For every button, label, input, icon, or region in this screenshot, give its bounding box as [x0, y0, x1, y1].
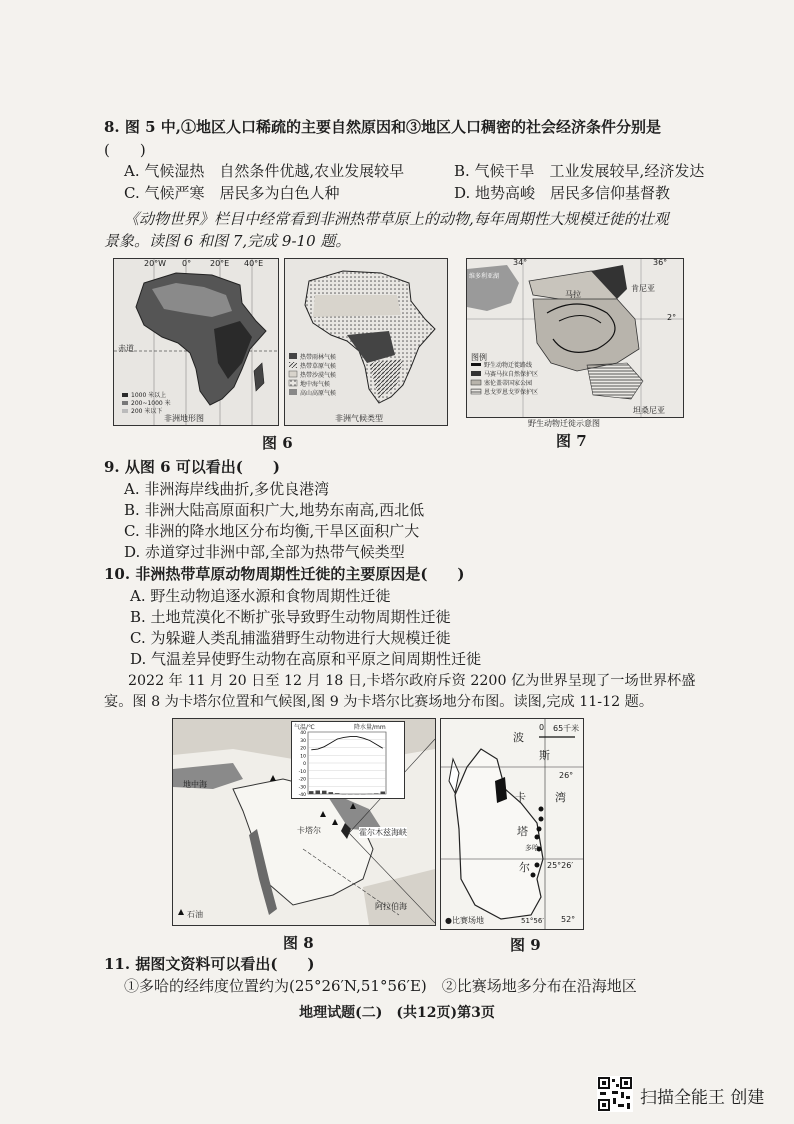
fig6-terrain-legend-2: 200~1000 米: [131, 400, 171, 407]
fig6-climate-legend-5: 高山高原气候: [300, 390, 337, 397]
fig9-scale-zero: 0: [539, 723, 545, 732]
fig9-sea-2: 斯: [539, 749, 550, 762]
fig9-country-2: 塔: [517, 825, 528, 838]
fig6-climate-legend-3: 热带沙漠气候: [300, 372, 337, 379]
fig9-lat-2: 25°26′: [547, 861, 574, 870]
fig7-place-lake: 维多利亚湖: [469, 273, 500, 280]
intro1-line2: 景象。读图 6 和图 7,完成 9-10 题。: [104, 232, 351, 250]
q9-option-b: B. 非洲大陆高原面积广大,地势东南高,西北低: [124, 501, 425, 519]
q9-option-a: A. 非洲海岸线曲折,多优良港湾: [124, 480, 330, 498]
climate-precip-bar: [309, 791, 314, 794]
climate-precip-bar: [329, 792, 334, 794]
climate-y-tick: -30: [298, 785, 306, 791]
fig6-lon-2: 0°: [182, 259, 192, 268]
fig6-climate-legend-4: 地中海气候: [300, 381, 331, 388]
climate-precip-bar: [316, 790, 321, 794]
q8-paren: ( ): [104, 141, 146, 159]
fig6-terrain-legend-1: 1000 米以上: [131, 392, 167, 399]
fig6-right-caption: 非洲气候类型: [335, 414, 383, 423]
fig9-lon-1: 51°56′: [521, 917, 544, 925]
climate-y-tick: 20: [300, 746, 306, 752]
q11-line2: ①多哈的经纬度位置约为(25°26′N,51°56′E) ②比赛场地多分布在沿海地区: [124, 977, 637, 995]
q9-option-c: C. 非洲的降水地区分布均衡,干旱区面积广大: [124, 522, 420, 540]
fig7-lat: 2°: [667, 313, 677, 322]
q9-stem: 9. 从图 6 可以看出( ): [104, 458, 280, 476]
q11-stem: 11. 据图文资料可以看出( ): [104, 955, 315, 973]
fig7-legend-2: 马赛马拉自然保护区: [484, 371, 539, 378]
intro2-line1: 2022 年 11 月 20 日至 12 月 18 日,卡塔尔政府斥资 2200 亿为世界呈现了一场世界杯盛: [128, 673, 696, 689]
fig9-lat-1: 26°: [559, 771, 574, 780]
fig6-left-caption: 非洲地形图: [164, 414, 204, 423]
page-footer: 地理试题(二) (共12页)第3页: [299, 1005, 495, 1021]
fig9-label: 图 9: [510, 936, 541, 954]
fig8-chart-header-right: 降水量/mm: [354, 724, 386, 731]
q8-option-b: B. 气候干旱 工业发展较早,经济发达: [454, 162, 705, 180]
fig8-qatar-location-map: [172, 718, 436, 926]
climate-y-tick: 10: [300, 754, 306, 760]
fig6-climate-map: [284, 258, 448, 426]
q8-option-c: C. 气候严寒 居民多为白色人种: [124, 184, 340, 202]
fig6-equator-label: 赤道: [118, 344, 134, 353]
fig9-country-1: 卡: [515, 791, 526, 804]
fig8-label: 图 8: [283, 934, 314, 952]
fig7-caption: 野生动物迁徙示意图: [528, 419, 600, 428]
fig7-place-kenya: 肯尼亚: [631, 284, 655, 293]
q8-option-a: A. 气候湿热 自然条件优越,农业发展较早: [124, 162, 405, 180]
fig7-lon-2: 36°: [653, 258, 668, 267]
fig6-lon-1: 20°W: [144, 259, 167, 268]
fig9-sea-3: 湾: [555, 791, 566, 804]
q9-option-d: D. 赤道穿过非洲中部,全部为热带气候类型: [124, 543, 405, 561]
climate-y-tick: 40: [300, 731, 306, 736]
fig8-climate-chart: [291, 721, 405, 799]
climate-y-tick: 30: [300, 738, 306, 744]
fig8-place-qatar: 卡塔尔: [297, 826, 321, 835]
fig7-legend-title: 图例: [471, 353, 487, 362]
climate-precip-bar: [335, 793, 340, 794]
fig7-legend-3: 塞伦盖蒂国家公园: [484, 380, 533, 387]
q8-option-d: D. 地势高峻 居民多信仰基督教: [454, 184, 671, 202]
fig9-legend: ●比赛场地: [445, 916, 484, 925]
fig8-place-mediterranean: 地中海: [183, 780, 207, 789]
intro1-line1: 《动物世界》栏目中经常看到非洲热带草原上的动物,每年周期性大规模迁徙的壮观: [124, 210, 669, 228]
fig9-lon-2: 52°: [561, 915, 576, 924]
scanner-watermark: 扫描全能王 创建: [640, 1088, 765, 1108]
fig9-scale-text: 65千米: [553, 724, 580, 733]
climate-y-tick: -40: [298, 793, 306, 798]
q10-option-b: B. 土地荒漠化不断扩张导致野生动物周期性迁徙: [130, 608, 451, 626]
fig6-label: 图 6: [262, 434, 293, 452]
fig6-lon-4: 40°E: [244, 259, 264, 268]
intro2-line2: 宴。图 8 为卡塔尔位置和气候图,图 9 为卡塔尔比赛场地分布图。读图,完成 11-12 题。: [104, 694, 654, 710]
fig7-place-tanzania: 坦桑尼亚: [633, 406, 665, 415]
q10-option-c: C. 为躲避人类乱捕滥猎野生动物进行大规模迁徙: [130, 629, 451, 647]
q10-stem: 10. 非洲热带草原动物周期性迁徙的主要原因是( ): [104, 565, 465, 583]
q8-stem: 8. 图 5 中,①地区人口稀疏的主要自然原因和③地区人口稠密的社会经济条件分别是: [104, 118, 661, 136]
fig6-terrain-map: [113, 258, 279, 426]
fig8-legend-oil: 石油: [187, 910, 203, 919]
fig9-stadium-map: [440, 718, 584, 930]
fig7-migration-map: [466, 258, 684, 418]
fig6-lon-3: 20°E: [210, 259, 230, 268]
fig6-climate-legend-2: 热带草原气候: [300, 363, 337, 370]
fig6-climate-legend-1: 热带雨林气候: [300, 354, 337, 361]
climate-y-tick: 0: [303, 762, 306, 767]
qr-code-icon: [597, 1076, 633, 1112]
fig9-capital: 多哈: [525, 844, 539, 852]
fig9-sea-1: 波: [513, 731, 524, 744]
climate-temp-line: [311, 737, 383, 750]
climate-y-tick: -10: [298, 769, 306, 775]
fig7-legend-1: 野生动物迁徙路线: [484, 362, 533, 369]
q10-option-a: A. 野生动物追逐水源和食物周期性迁徙: [130, 587, 391, 605]
fig9-country-3: 尔: [519, 861, 530, 874]
fig6-terrain-legend-3: 200 米以下: [131, 408, 163, 415]
fig7-place-mara: 马拉: [565, 290, 581, 299]
fig8-chart-header-left: 气温/℃: [294, 724, 315, 731]
climate-y-tick: -20: [298, 777, 306, 783]
fig7-legend-4: 恩戈罗恩戈罗保护区: [484, 389, 539, 396]
fig8-place-hormuz: 霍尔木兹海峡: [359, 828, 407, 837]
q10-option-d: D. 气温差异使野生动物在高原和平原之间周期性迁徙: [130, 650, 482, 668]
climate-precip-bar: [374, 793, 379, 794]
climate-precip-bar: [381, 792, 386, 794]
fig8-climate-svg: [292, 722, 404, 798]
fig7-lon-1: 34°: [513, 258, 528, 267]
fig8-place-arabian-sea: 阿拉伯海: [375, 902, 407, 911]
climate-precip-bar: [322, 791, 327, 794]
fig7-label: 图 7: [556, 432, 587, 450]
